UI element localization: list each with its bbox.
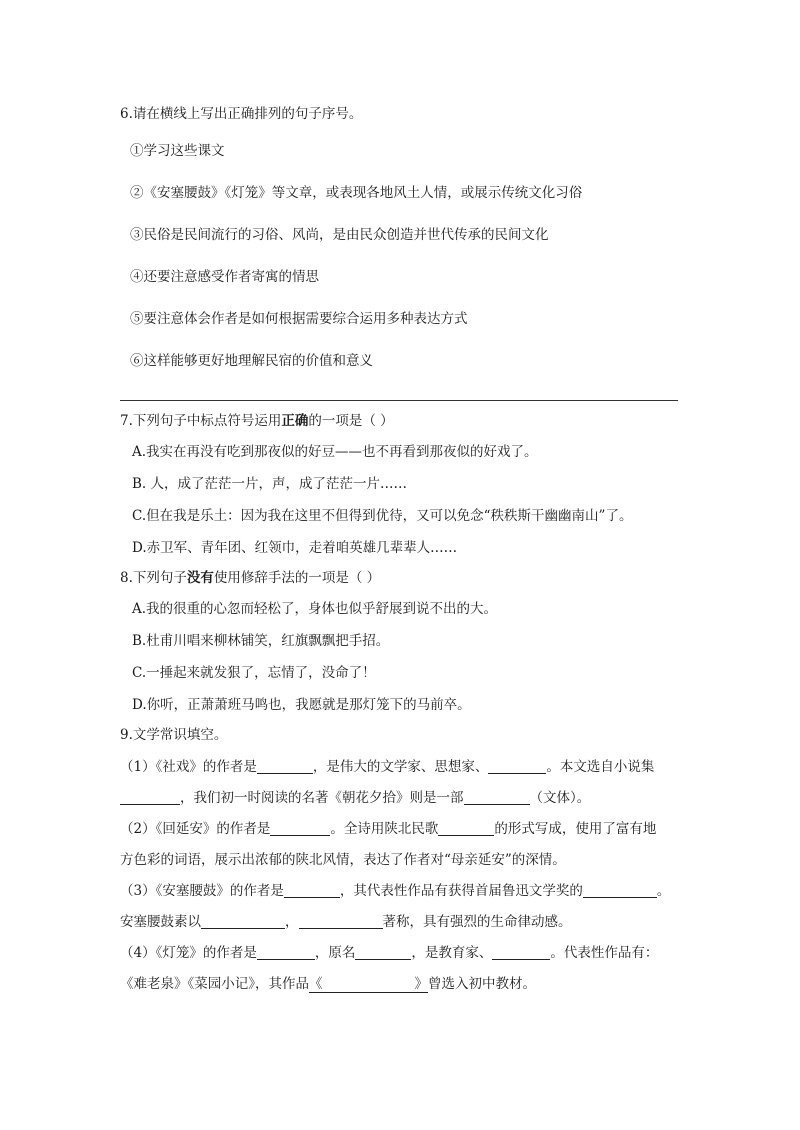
q9-p3-text-c: 。 bbox=[656, 883, 671, 899]
q9-p3-text-e: ， bbox=[285, 914, 299, 930]
q9-p4-text-a: （4）《灯笼》的作者是 bbox=[120, 945, 257, 961]
q9-p1-line2 bbox=[120, 789, 590, 807]
q9-p3-text-d: 安塞腰鼓素以 bbox=[120, 914, 201, 930]
answer-blank[interactable] bbox=[201, 914, 285, 929]
q6-item-4: ④还要注意感受作者寄寓的情思 bbox=[130, 269, 319, 285]
q9-p3-text-b: ，其代表性作品有获得首届鲁迅文学奖的 bbox=[339, 883, 583, 899]
answer-blank[interactable] bbox=[488, 759, 546, 774]
q8-title-emphasis: 没有 bbox=[186, 570, 214, 586]
q7-option-a: A.我实在再没有吃到那夜似的好豆——也不再看到那夜似的好戏了。 bbox=[132, 444, 538, 460]
q8-option-a: A.我的很重的心忽而轻松了，身体也似乎舒展到说不出的大。 bbox=[132, 601, 498, 617]
q8-title-bracket: 使用修辞手法的一项是（ ） bbox=[213, 570, 381, 586]
q6-item-5: ⑤要注意体会作者是如何根据需要综合运用多种表达方式 bbox=[130, 311, 468, 327]
q9-p4-title-blank[interactable] bbox=[309, 976, 428, 993]
q8-title bbox=[120, 569, 380, 587]
q9-p4-close-bracket: 》 bbox=[414, 976, 428, 992]
q9-p2-text-c: 的形式写成，使用了富有地 bbox=[494, 821, 657, 837]
q6-item-2: ②《安塞腰鼓》《灯笼》等文章，或表现各地风土人情，或展示传统文化习俗 bbox=[130, 185, 583, 201]
answer-blank[interactable] bbox=[257, 945, 315, 960]
q9-p4-text-e: 《难老泉》《菜园小记》，其作品 bbox=[120, 976, 309, 992]
q9-p2-text-a: （2）《回延安》的作者是 bbox=[120, 821, 271, 837]
answer-blank[interactable] bbox=[583, 883, 657, 898]
q9-p1-text-b: ，是伟大的文学家、思想家、 bbox=[312, 759, 489, 775]
q6-item-3: ③民俗是民间流行的习俗、风尚，是由民众创造并世代传承的民间文化 bbox=[130, 227, 549, 243]
q7-title-emphasis: 正确 bbox=[281, 413, 309, 429]
q7-title-bracket: 的一项是（ ） bbox=[308, 413, 394, 429]
q7-title-text: 7.下列句子中标点符号运用 bbox=[120, 413, 282, 429]
q7-option-c: C.但在我是乐土：因为我在这里不但得到优待，又可以免念“秩秩斯干幽幽南山”了。 bbox=[132, 508, 633, 524]
q6-item-6: ⑥这样能够更好地理解民宿的价值和意义 bbox=[130, 353, 373, 369]
q9-p1-text-e: （文体）。 bbox=[529, 790, 591, 806]
q9-p1-text-c: 。本文选自小说集 bbox=[546, 759, 655, 775]
answer-blank[interactable] bbox=[355, 945, 411, 960]
q8-title-text: 8.下列句子 bbox=[120, 570, 187, 586]
answer-blank[interactable] bbox=[284, 883, 340, 898]
q9-p2-text-b: 。全诗用陕北民歌 bbox=[330, 821, 439, 837]
q9-p4-open-bracket: 《 bbox=[309, 976, 323, 992]
q9-p2-line1 bbox=[120, 820, 656, 838]
q6-answer-line[interactable] bbox=[120, 400, 678, 401]
answer-blank[interactable] bbox=[299, 914, 383, 929]
q7-option-b: B. 人，成了茫茫一片，声，成了茫茫一片…… bbox=[132, 476, 408, 492]
answer-blank[interactable] bbox=[257, 759, 313, 774]
q6-title: 6.请在横线上写出正确排列的句子序号。 bbox=[120, 106, 363, 122]
q9-p4-text-b: ，原名 bbox=[314, 945, 356, 961]
answer-blank[interactable] bbox=[270, 821, 330, 836]
q6-item-1: ①学习这些课文 bbox=[130, 143, 225, 159]
q9-p3-text-f: 著称，具有强烈的生命律动感。 bbox=[382, 914, 572, 930]
q8-option-b: B.杜甫川唱来柳林铺笑，红旗飘飘把手招。 bbox=[132, 633, 390, 649]
q9-p1-line1 bbox=[120, 758, 654, 776]
q7-title bbox=[120, 412, 394, 430]
q8-option-c: C.一捶起来就发狠了，忘情了，没命了！ bbox=[132, 665, 376, 681]
q9-title: 9.文学常识填空。 bbox=[120, 727, 228, 743]
q9-p3-text-a: （3）《安塞腰鼓》的作者是 bbox=[120, 883, 284, 899]
q9-p4-text-h: 曾选入初中教材。 bbox=[428, 976, 536, 992]
q9-p4-line1 bbox=[120, 944, 658, 962]
q7-option-d: D.赤卫军、青年团、红领巾，走着咱英雄几辈辈人…… bbox=[132, 540, 458, 556]
answer-blank[interactable] bbox=[464, 790, 530, 805]
q9-p4-text-c: ，是教育家、 bbox=[411, 945, 493, 961]
q9-p4-line2 bbox=[120, 975, 536, 993]
q8-option-d: D.你听，正萧萧班马鸣也，我愿就是那灯笼下的马前卒。 bbox=[132, 697, 471, 713]
q9-p3-line2 bbox=[120, 913, 572, 931]
answer-blank[interactable] bbox=[120, 790, 180, 805]
q9-p2-line2: 方色彩的词语，展示出浓郁的陕北风情，表达了作者对“母亲延安”的深情。 bbox=[120, 852, 566, 868]
q9-p1-text-a: （1）《社戏》的作者是 bbox=[120, 759, 257, 775]
answer-blank[interactable] bbox=[492, 945, 550, 960]
q9-p3-line1 bbox=[120, 882, 670, 900]
answer-blank[interactable] bbox=[438, 821, 494, 836]
q9-p4-text-d: 。代表性作品有： bbox=[550, 945, 659, 961]
q9-p1-text-d: ，我们初一时阅读的名著《朝花夕拾》则是一部 bbox=[180, 790, 464, 806]
